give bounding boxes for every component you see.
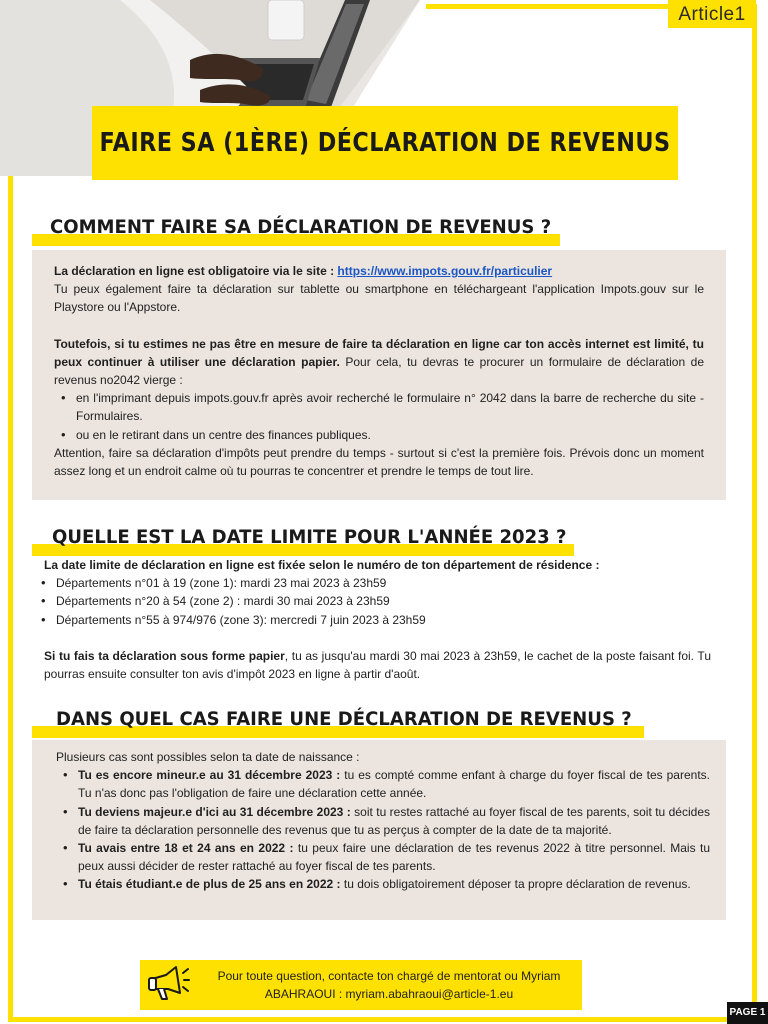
section-1-heading: COMMENT FAIRE SA DÉCLARATION DE REVENUS ? <box>32 214 562 246</box>
page-number-badge: PAGE 1 <box>727 1002 768 1024</box>
list-item: • Départements n°20 à 54 (zone 2) : mardi 30 mai 2023 à 23h59 <box>34 592 711 610</box>
section-2-intro: La date limite de déclaration en ligne est fixée selon le numéro de ton département de résidence : <box>44 558 600 572</box>
list-item: • Tu étais étudiant.e de plus de 25 ans en 2022 : tu dois obligatoirement déposer ta propre déclaration de revenus. <box>56 875 710 893</box>
section-2-list <box>34 574 711 629</box>
list-item: • Tu es encore mineur.e au 31 décembre 2023 : tu es compté comme enfant à charge du foyer fiscal de tes parents. Tu n'as donc pas l'obligation de faire une déclaration cette année. <box>56 766 710 802</box>
impots-gouv-link[interactable]: https://www.impots.gouv.fr/particulier <box>337 264 553 278</box>
contact-line-1: Pour toute question, contacte ton chargé de mentorat ou Myriam <box>217 969 561 983</box>
list-item: • ou en le retirant dans un centre des finances publiques. <box>54 426 704 444</box>
frame-bottom <box>8 1017 757 1022</box>
contact-line-2[interactable]: ABAHRAOUI : myriam.abahraoui@article-1.eu <box>264 987 514 1001</box>
section-2-content <box>44 556 711 683</box>
section-1-box <box>32 250 726 500</box>
section-1-paragraph-2: Toutefois, si tu estimes ne pas être en mesure de faire ta déclaration en ligne car ton accès internet est limité, tu peux continuer à utiliser une déclaration papier. Pour cela, tu devras te procurer un formulaire de déclaration de revenus no2042 vierge : <box>54 336 704 388</box>
section-2-paragraph: Si tu fais ta déclaration sous forme papier, tu as jusqu'au mardi 30 mai 2023 à 23h59, le cachet de la poste faisant foi. Tu pourras ensuite consulter ton avis d'impôt 2023 en ligne à partir d'août. <box>44 648 711 682</box>
section-3-intro: Plusieurs cas sont possibles selon ta date de naissance : <box>56 750 360 764</box>
section-3-heading: DANS QUEL CAS FAIRE UNE DÉCLARATION DE REVENUS ? <box>32 706 644 738</box>
section-1-paragraph-3: Attention, faire sa déclaration d'impôts peut prendre du temps - surtout si c'est la première fois. Prévois donc un moment assez long et un endroit calme où tu pourras te concentrer et prendre le temps de tout lire. <box>54 445 704 479</box>
brand-logo: Article1 <box>668 0 756 28</box>
frame-left <box>8 176 13 1022</box>
frame-right <box>752 4 757 1022</box>
list-item: • Tu deviens majeur.e d'ici au 31 décembre 2023 : soit tu restes rattaché au foyer fiscal de tes parents, soit tu décides de faire ta déclaration personnelle des revenus que tu as perçus à compter de la date de ta majorité. <box>56 803 710 839</box>
list-item: • en l'imprimant depuis impots.gouv.fr après avoir recherché le formulaire n° 2042 dans la barre de recherche du site - Formulaires. <box>54 389 704 425</box>
list-item: • Tu avais entre 18 et 24 ans en 2022 : tu peux faire une déclaration de tes revenus 2022 à titre personnel. Mais tu peux aussi décider de rester rattaché au foyer fiscal de tes parents. <box>56 839 710 875</box>
section-2-heading: QUELLE EST LA DATE LIMITE POUR L'ANNÉE 2023 ? <box>32 524 574 556</box>
page-title: FAIRE SA (1ÈRE) DÉCLARATION DE REVENUS <box>99 128 671 158</box>
section-1-list <box>54 389 704 444</box>
section-3-box <box>32 740 726 920</box>
list-item: • Départements n°55 à 974/976 (zone 3): mercredi 7 juin 2023 à 23h59 <box>34 611 711 629</box>
contact-banner <box>140 960 582 1010</box>
section-1-paragraph-1: La déclaration en ligne est obligatoire via le site : https://www.impots.gouv.fr/particulier Tu peux également faire ta déclaration sur tablette ou smartphone en téléchargeant l'application Impots.gouv sur le Playstore ou l'Appstore. <box>54 264 704 315</box>
list-item: • Départements n°01 à 19 (zone 1): mardi 23 mai 2023 à 23h59 <box>34 574 711 592</box>
page-title-banner <box>92 106 678 180</box>
section-3-list <box>56 766 710 893</box>
